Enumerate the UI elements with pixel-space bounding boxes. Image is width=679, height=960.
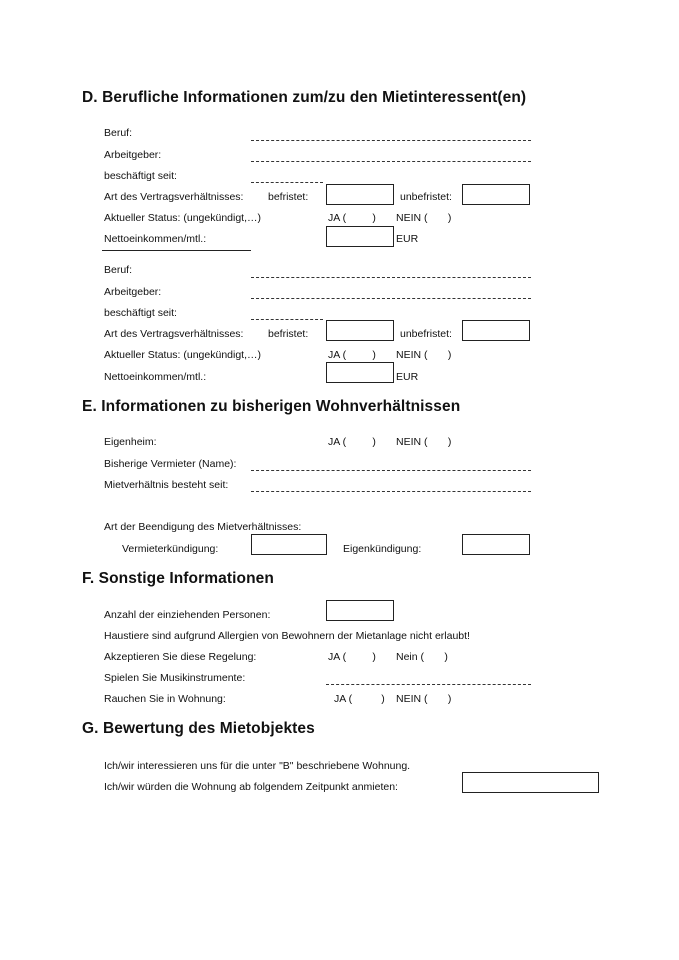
rauchen-label: Rauchen Sie in Wohnung: [104,693,226,705]
p2-beschaeftigt-field[interactable] [251,319,323,320]
p1-unbefristet-label: unbefristet: [400,191,452,203]
musik-label: Spielen Sie Musikinstrumente: [104,672,246,684]
p1-befristet-box[interactable] [326,184,394,205]
p1-einkommen-label: Nettoeinkommen/mtl.: [104,233,207,245]
p2-status-label: Aktueller Status: (ungekündigt,…) [104,349,261,361]
mietverhaeltnis-label: Mietverhältnis besteht seit: [104,479,229,491]
eigenkuendigung-label: Eigenkündigung: [343,543,422,555]
zeitpunkt-box[interactable] [462,772,599,793]
p2-beruf-label: Beruf: [104,264,133,276]
interesse-statement: Ich/wir interessieren uns für die unter "B" beschriebene Wohnung. [104,760,411,772]
p1-divider [102,250,251,251]
akzeptieren-nein[interactable]: Nein ( ) [396,651,448,663]
eigenheim-label: Eigenheim: [104,436,157,448]
section-e-heading: E. Informationen zu bisherigen Wohnverhältnissen [82,398,461,415]
p1-arbeitgeber-field[interactable] [251,161,531,162]
p2-arbeitgeber-field[interactable] [251,298,531,299]
p1-status-label: Aktueller Status: (ungekündigt,…) [104,212,261,224]
zeitpunkt-label: Ich/wir würden die Wohnung ab folgendem Zeitpunkt anmieten: [104,781,398,793]
p2-status-nein[interactable]: NEIN ( ) [396,349,452,361]
eigenheim-ja[interactable]: JA ( ) [328,436,376,448]
section-g-heading: G. Bewertung des Mietobjektes [82,720,315,737]
personen-label: Anzahl der einziehenden Personen: [104,609,271,621]
p1-status-nein[interactable]: NEIN ( ) [396,212,452,224]
rauchen-ja[interactable]: JA ( ) [334,693,385,705]
p2-befristet-box[interactable] [326,320,394,341]
akzeptieren-label: Akzeptieren Sie diese Regelung: [104,651,257,663]
p2-befristet-label: befristet: [268,328,309,340]
akzeptieren-ja[interactable]: JA ( ) [328,651,376,663]
p1-beschaeftigt-label: beschäftigt seit: [104,170,177,182]
p2-einkommen-label: Nettoeinkommen/mtl.: [104,371,207,383]
p2-unbefristet-box[interactable] [462,320,530,341]
beendigung-label: Art der Beendigung des Mietverhältnisses: [104,521,302,533]
p2-status-ja[interactable]: JA ( ) [328,349,376,361]
vermieterkuendigung-box[interactable] [251,534,327,555]
personen-box[interactable] [326,600,394,621]
p1-arbeitgeber-label: Arbeitgeber: [104,149,162,161]
musik-field[interactable] [326,684,531,685]
p2-vertrag-label: Art des Vertragsverhältnisses: [104,328,244,340]
vermieter-label: Bisherige Vermieter (Name): [104,458,237,470]
p1-eur-label: EUR [396,233,419,245]
p1-befristet-label: befristet: [268,191,309,203]
p2-einkommen-box[interactable] [326,362,394,383]
p1-einkommen-box[interactable] [326,226,394,247]
eigenheim-nein[interactable]: NEIN ( ) [396,436,452,448]
haustiere-notice: Haustiere sind aufgrund Allergien von Bewohnern der Mietanlage nicht erlaubt! [104,630,470,642]
p2-beruf-field[interactable] [251,277,531,278]
p2-unbefristet-label: unbefristet: [400,328,452,340]
p2-arbeitgeber-label: Arbeitgeber: [104,286,162,298]
section-f-heading: F. Sonstige Informationen [82,570,274,587]
p1-beschaeftigt-field[interactable] [251,182,323,183]
p1-unbefristet-box[interactable] [462,184,530,205]
p1-status-ja[interactable]: JA ( ) [328,212,376,224]
rauchen-nein[interactable]: NEIN ( ) [396,693,452,705]
section-d-heading: D. Berufliche Informationen zum/zu den Mietinteressent(en) [82,89,527,106]
p2-eur-label: EUR [396,371,419,383]
p1-vertrag-label: Art des Vertragsverhältnisses: [104,191,244,203]
p1-beruf-field[interactable] [251,140,531,141]
vermieterkuendigung-label: Vermieterkündigung: [122,543,219,555]
vermieter-field[interactable] [251,470,531,471]
p2-beschaeftigt-label: beschäftigt seit: [104,307,177,319]
p1-beruf-label: Beruf: [104,127,133,139]
eigenkuendigung-box[interactable] [462,534,530,555]
mietverhaeltnis-field[interactable] [251,491,531,492]
